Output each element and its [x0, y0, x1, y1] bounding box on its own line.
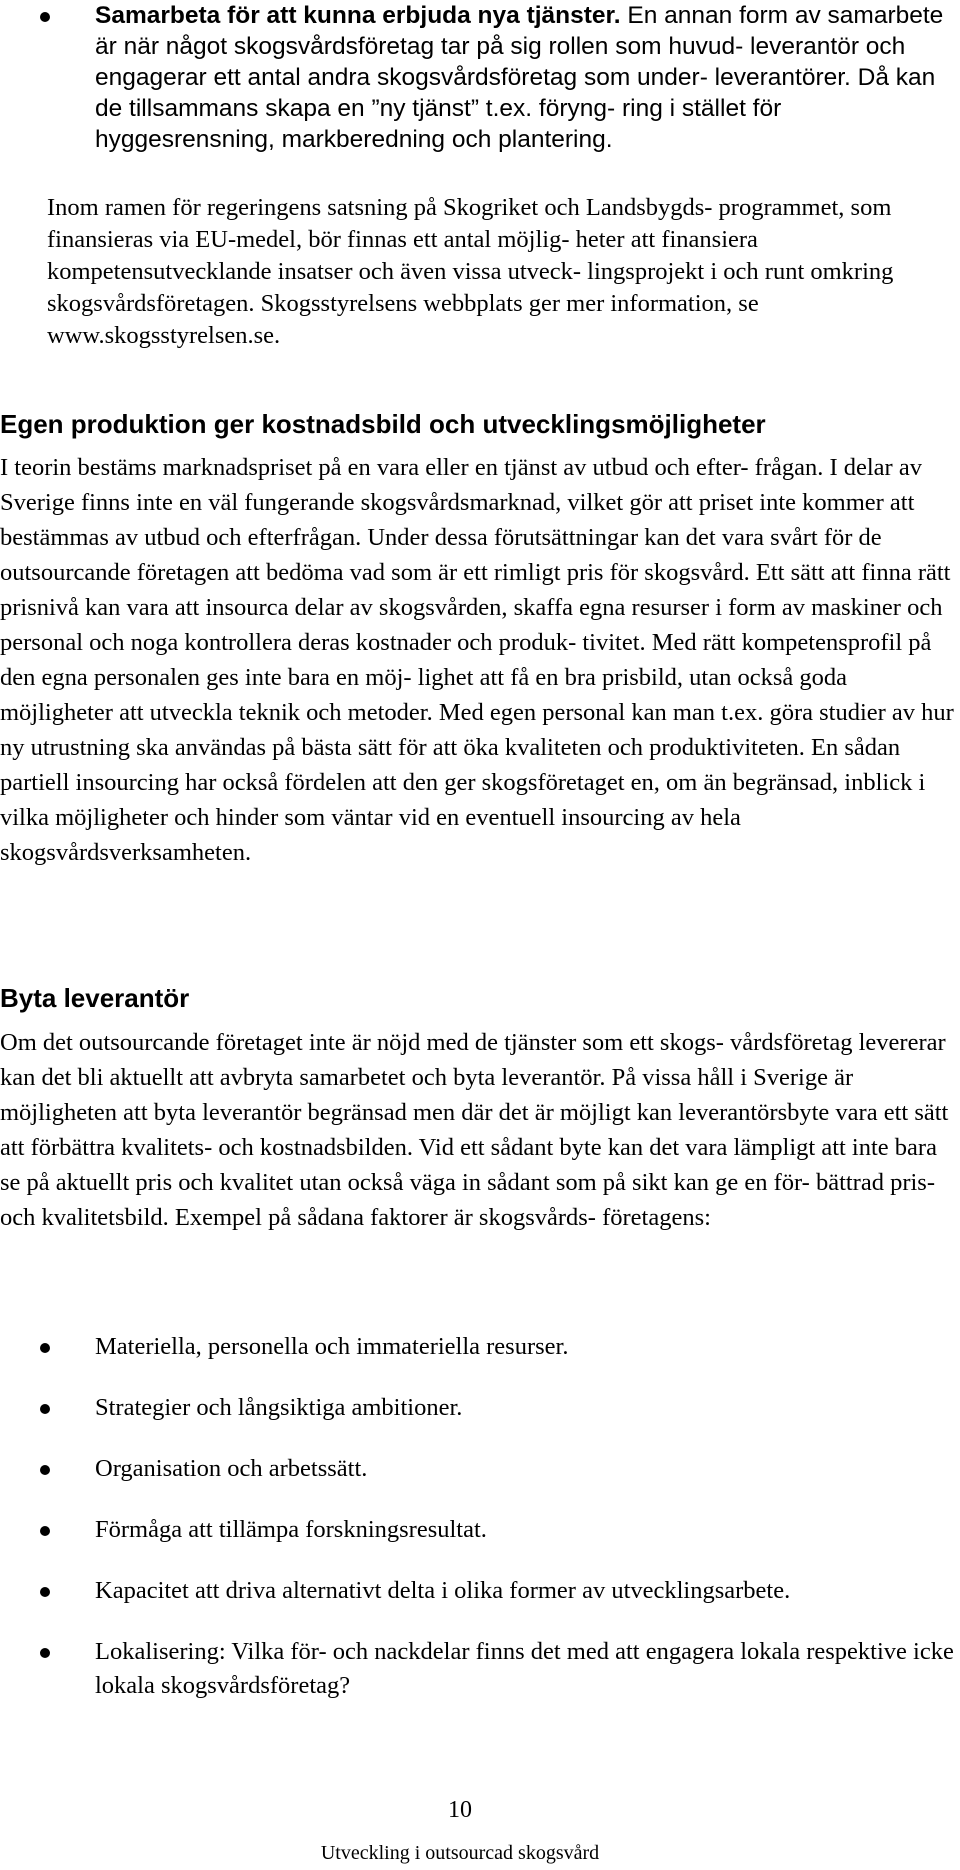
section-heading-own-production: Egen produktion ger kostnadsbild och utvecklingsmöjligheter [0, 409, 766, 439]
list-item [0, 1330, 960, 1364]
bullet-icon [40, 1587, 50, 1597]
intro-bullet-list [0, 0, 960, 155]
list-item [0, 1513, 960, 1547]
factor-text: Organisation och arbetssätt. [95, 1455, 368, 1482]
section-heading-change-supplier: Byta leverantör [0, 983, 190, 1013]
factor-text: Kapacitet att driva alternativt delta i olika former av utvecklingsarbete. [95, 1577, 791, 1604]
list-item [0, 1391, 960, 1425]
bullet-icon [40, 1648, 50, 1658]
list-item [0, 0, 960, 155]
bullet-icon [40, 1404, 50, 1414]
factor-text: Strategier och långsiktiga ambitioner. [95, 1394, 463, 1421]
section-body-change-supplier: Om det outsourcande företaget inte är nöjd med de tjänster som ett skogs- vårdsföretag levererar kan det bli aktuellt att avbryta samarbetet och byta leverantör. På vissa håll i Sverige är möjligheten att byta leverantör begränsad men där det är möjligt kan leverantörsbyte vara ett sätt att förbättra kvalitets- och kostnadsbilden. Vid ett sådant byte kan det vara lämpligt att inte bara se på aktuellt pris och kvalitet utan också väga in sådant som på sikt kan ge en för- bättrad pris- och kvalitetsbild. Exempel på sådana faktorer är skogsvårds- företagens: [0, 1029, 949, 1231]
factor-text: Förmåga att tillämpa forskningsresultat. [95, 1516, 487, 1543]
section-body-own-production: I teorin bestäms marknadspriset på en vara eller en tjänst av utbud och efter- frågan. I delar av Sverige finns inte en väl fungerande skogsvårdsmarknad, vilket gör att priset inte kommer att bestämmas av utbud och efterfrågan. Under dessa förutsättningar kan det vara svårt för de outsourcande företagen att bedöma vad som är ett rimligt pris för skogsvård. Ett sätt att finna rätt prisnivå kan vara att insourca delar av skogsvården, skaffa egna resurser i form av maskiner och personal och noga kontrollera deras kostnader och produk- tivitet. Med rätt kompetensprofil på den egna personalen ges inte bara en möj- lighet att få en bra prisbild, utan också goda möjligheter att utveckla teknik och metoder. Med egen personal kan man t.ex. göra studier av hur ny utrustning ska användas på bästa sätt för att öka kvaliteten och produktiviteten. En sådan partiell insourcing har också fördelen att den ger skogsföretaget en, om än begränsad, inblick i vilka möjligheter och hinder som väntar vid en eventuell insourcing av hela skogsvårdsverksamheten. [0, 454, 954, 866]
factor-list [0, 1330, 960, 1703]
list-item [0, 1635, 960, 1703]
bullet-icon [40, 1465, 50, 1475]
intro-bullet-text [95, 0, 960, 155]
intro-bullet-body: En annan form av samarbete är när något skogsvårdsföretag tar på sig rollen som huvud- leverantör och engagerar ett antal andra skogsvårdsföretag som under- leverantörer. Då kan de tillsammans skapa en ”ny tjänst” t.ex. föryng- ring i stället för hyggesrensning, markberedning och plantering. [95, 2, 944, 153]
bullet-icon [40, 1526, 50, 1536]
factor-text: Lokalisering: Vilka för- och nackdelar finns det med att engagera lokala respektive icke lokala skogsvårdsföretag? [95, 1638, 954, 1699]
bullet-icon [40, 12, 50, 22]
bullet-icon [40, 1343, 50, 1353]
page-footer: Utveckling i outsourcad skogsvård [320, 1842, 600, 1864]
funding-paragraph: Inom ramen för regeringens satsning på Skogriket och Landsbygds- programmet, som finansieras via EU-medel, bör finnas ett antal möjlig- heter att finansiera kompetensutvecklande insatser och även vissa utveck- lingsprojekt i och runt omkring skogsvårdsföretagen. Skogsstyrelsens webbplats ger mer information, se www.skogsstyrelsen.se. [47, 194, 894, 349]
list-item [0, 1574, 960, 1608]
intro-bullet-bold: Samarbeta för att kunna erbjuda nya tjänster. [95, 2, 621, 29]
factor-text: Materiella, personella och immateriella resurser. [95, 1333, 569, 1360]
page-number: 10 [448, 1797, 472, 1823]
list-item [0, 1452, 960, 1486]
